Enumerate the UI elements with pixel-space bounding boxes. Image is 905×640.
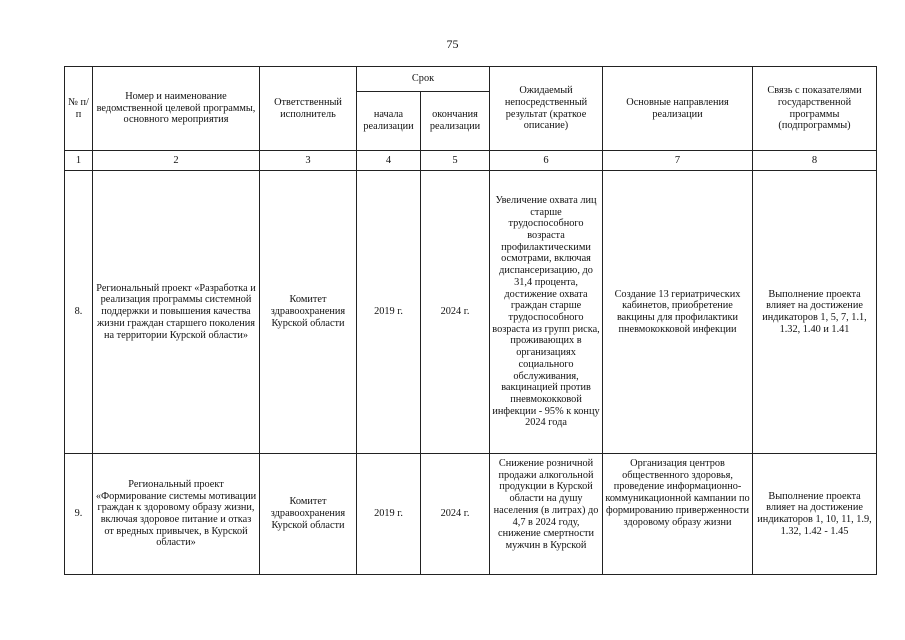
- column-number: 1: [65, 151, 93, 171]
- header-executor: Ответственный исполнитель: [260, 67, 357, 151]
- start-year: 2019 г.: [357, 171, 421, 454]
- column-number: 7: [603, 151, 753, 171]
- column-number: 4: [357, 151, 421, 171]
- row-number: 8.: [65, 171, 93, 454]
- page-number: 75: [446, 37, 459, 51]
- program-name: Региональный проект «Формирование системы мотивации граждан к здоровому образу жизни, включая здоровое питание и отказ от вредных привычек, в Курской области»: [93, 454, 260, 575]
- column-number: 8: [753, 151, 877, 171]
- header-expected-result: Ожидаемый непосредственный результат (краткое описание): [490, 67, 603, 151]
- indicator-link: Выполнение проекта влияет на достижение индикаторов 1, 5, 7, 1.1, 1.32, 1.40 и 1.41: [753, 171, 877, 454]
- header-directions: Основные направления реализации: [603, 67, 753, 151]
- table-row: [65, 171, 877, 454]
- header-program-name: Номер и наименование ведомственной целевой программы, основного мероприятия: [93, 67, 260, 151]
- expected-result: Снижение розничной продажи алкогольной продукции в Курской области на душу населения (в литрах) до 4,7 в 2024 году, снижение смертности мужчин в Курской: [490, 454, 603, 575]
- row-number: 9.: [65, 454, 93, 575]
- header-indicator-link: Связь с показателями государственной программы (подпрограммы): [753, 67, 877, 151]
- header-period: Срок: [357, 67, 490, 92]
- directions: Создание 13 гериатрических кабинетов, приобретение вакцины для профилактики пневмококковой инфекции: [603, 171, 753, 454]
- column-number: 3: [260, 151, 357, 171]
- program-name: Региональный проект «Разработка и реализация программы системной поддержки и повышения качества жизни граждан старшего поколения на территории Курской области»: [93, 171, 260, 454]
- column-number: 6: [490, 151, 603, 171]
- header-end: окончания реализации: [421, 92, 490, 151]
- indicator-link: Выполнение проекта влияет на достижение индикаторов 1, 10, 11, 1.9, 1.32, 1.42 - 1.45: [753, 454, 877, 575]
- header-row-top: [65, 67, 877, 92]
- expected-result: Увеличение охвата лиц старше трудоспособного возраста профилактическими осмотрами, включая диспансеризацию, до 31,4 процента, достижение охвата граждан старше трудоспособного возраста из групп риска, проживающих в организациях социального обслуживания, вакцинацией против пневмококковой инфекции - 95% к концу 2024 года: [490, 171, 603, 454]
- header-number: № п/п: [65, 67, 93, 151]
- end-year: 2024 г.: [421, 171, 490, 454]
- start-year: 2019 г.: [357, 454, 421, 575]
- table-row: [65, 454, 877, 575]
- executor: Комитет здравоохранения Курской области: [260, 171, 357, 454]
- end-year: 2024 г.: [421, 454, 490, 575]
- column-number-row: [65, 151, 877, 171]
- column-number: 5: [421, 151, 490, 171]
- column-number: 2: [93, 151, 260, 171]
- executor: Комитет здравоохранения Курской области: [260, 454, 357, 575]
- directions: Организация центров общественного здоровья, проведение информационно-коммуникационной кампании по формированию приверженности здоровому образу жизни: [603, 454, 753, 575]
- program-table: [64, 66, 877, 575]
- header-start: начала реализации: [357, 92, 421, 151]
